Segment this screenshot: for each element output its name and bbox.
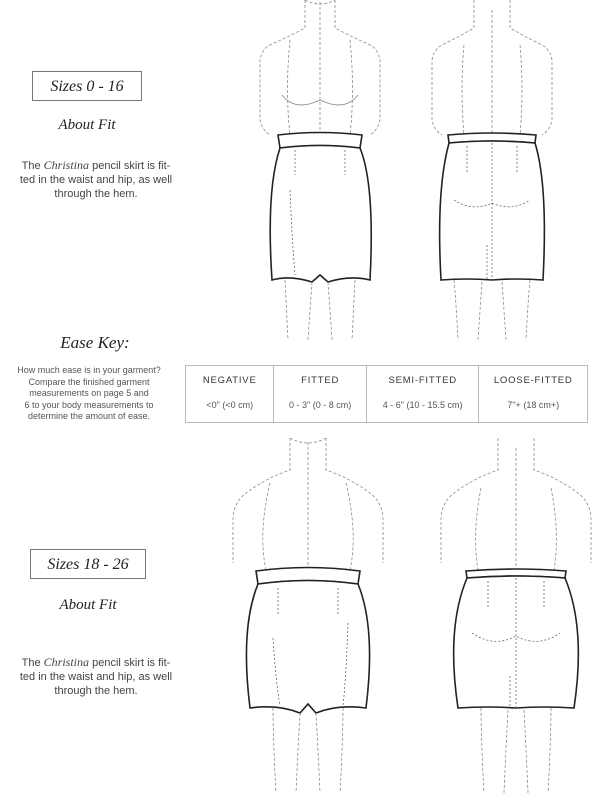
ease-label: SEMI-FITTED xyxy=(388,375,457,386)
dress-form-back-icon xyxy=(422,0,562,345)
ease-desc-line: 6 to your body measurements to xyxy=(24,399,154,410)
dress-form-front-icon xyxy=(250,0,390,345)
desc-line: pencil skirt is fit- xyxy=(89,657,171,669)
ease-value: 0 - 3" (0 - 8 cm) xyxy=(289,400,352,410)
size-label-box-1: Sizes 0 - 16 xyxy=(32,71,142,101)
ease-cell-loose-fitted xyxy=(479,366,588,423)
ease-desc-line: Compare the finished garment xyxy=(28,376,150,387)
about-fit-heading-1: About Fit xyxy=(58,117,116,133)
desc-prefix: The xyxy=(21,160,44,172)
ease-value: <0" (<0 cm) xyxy=(206,400,254,410)
ease-key-table xyxy=(185,365,588,423)
ease-label: FITTED xyxy=(301,375,340,386)
fit-description-1 xyxy=(0,158,192,201)
desc-line: ted in the waist and hip, as well xyxy=(19,174,173,186)
ease-cell-semi-fitted xyxy=(366,366,479,423)
ease-value: 7"+ (18 cm+) xyxy=(507,400,560,410)
desc-line: through the hem. xyxy=(54,188,138,200)
ease-cell-fitted xyxy=(274,366,366,423)
ease-value: 4 - 6" (10 - 15.5 cm) xyxy=(382,400,463,410)
ease-desc-line: How much ease is in your garment? xyxy=(17,365,161,375)
ease-key-title: Ease Key: xyxy=(60,333,130,352)
ease-key-description xyxy=(0,365,178,423)
ease-cell-negative xyxy=(186,366,274,423)
ease-desc-line: measurements on page 5 and xyxy=(29,388,149,398)
ease-label: NEGATIVE xyxy=(202,375,257,386)
ease-label: LOOSE-FITTED xyxy=(493,375,573,386)
ease-desc-line: determine the amount of ease. xyxy=(27,411,151,421)
pattern-name: Christina xyxy=(43,655,90,669)
pattern-name: Christina xyxy=(43,158,90,172)
size-label-box-2: Sizes 18 - 26 xyxy=(30,549,146,579)
desc-line: pencil skirt is fit- xyxy=(89,160,171,172)
desc-prefix: The xyxy=(21,657,44,669)
dress-form-back-plus-icon xyxy=(436,438,596,800)
desc-line: ted in the waist and hip, as well xyxy=(19,671,173,683)
fit-description-2 xyxy=(0,655,192,698)
desc-line: through the hem. xyxy=(54,685,138,697)
dress-form-front-plus-icon xyxy=(228,438,388,800)
about-fit-heading-2: About Fit xyxy=(59,597,117,613)
